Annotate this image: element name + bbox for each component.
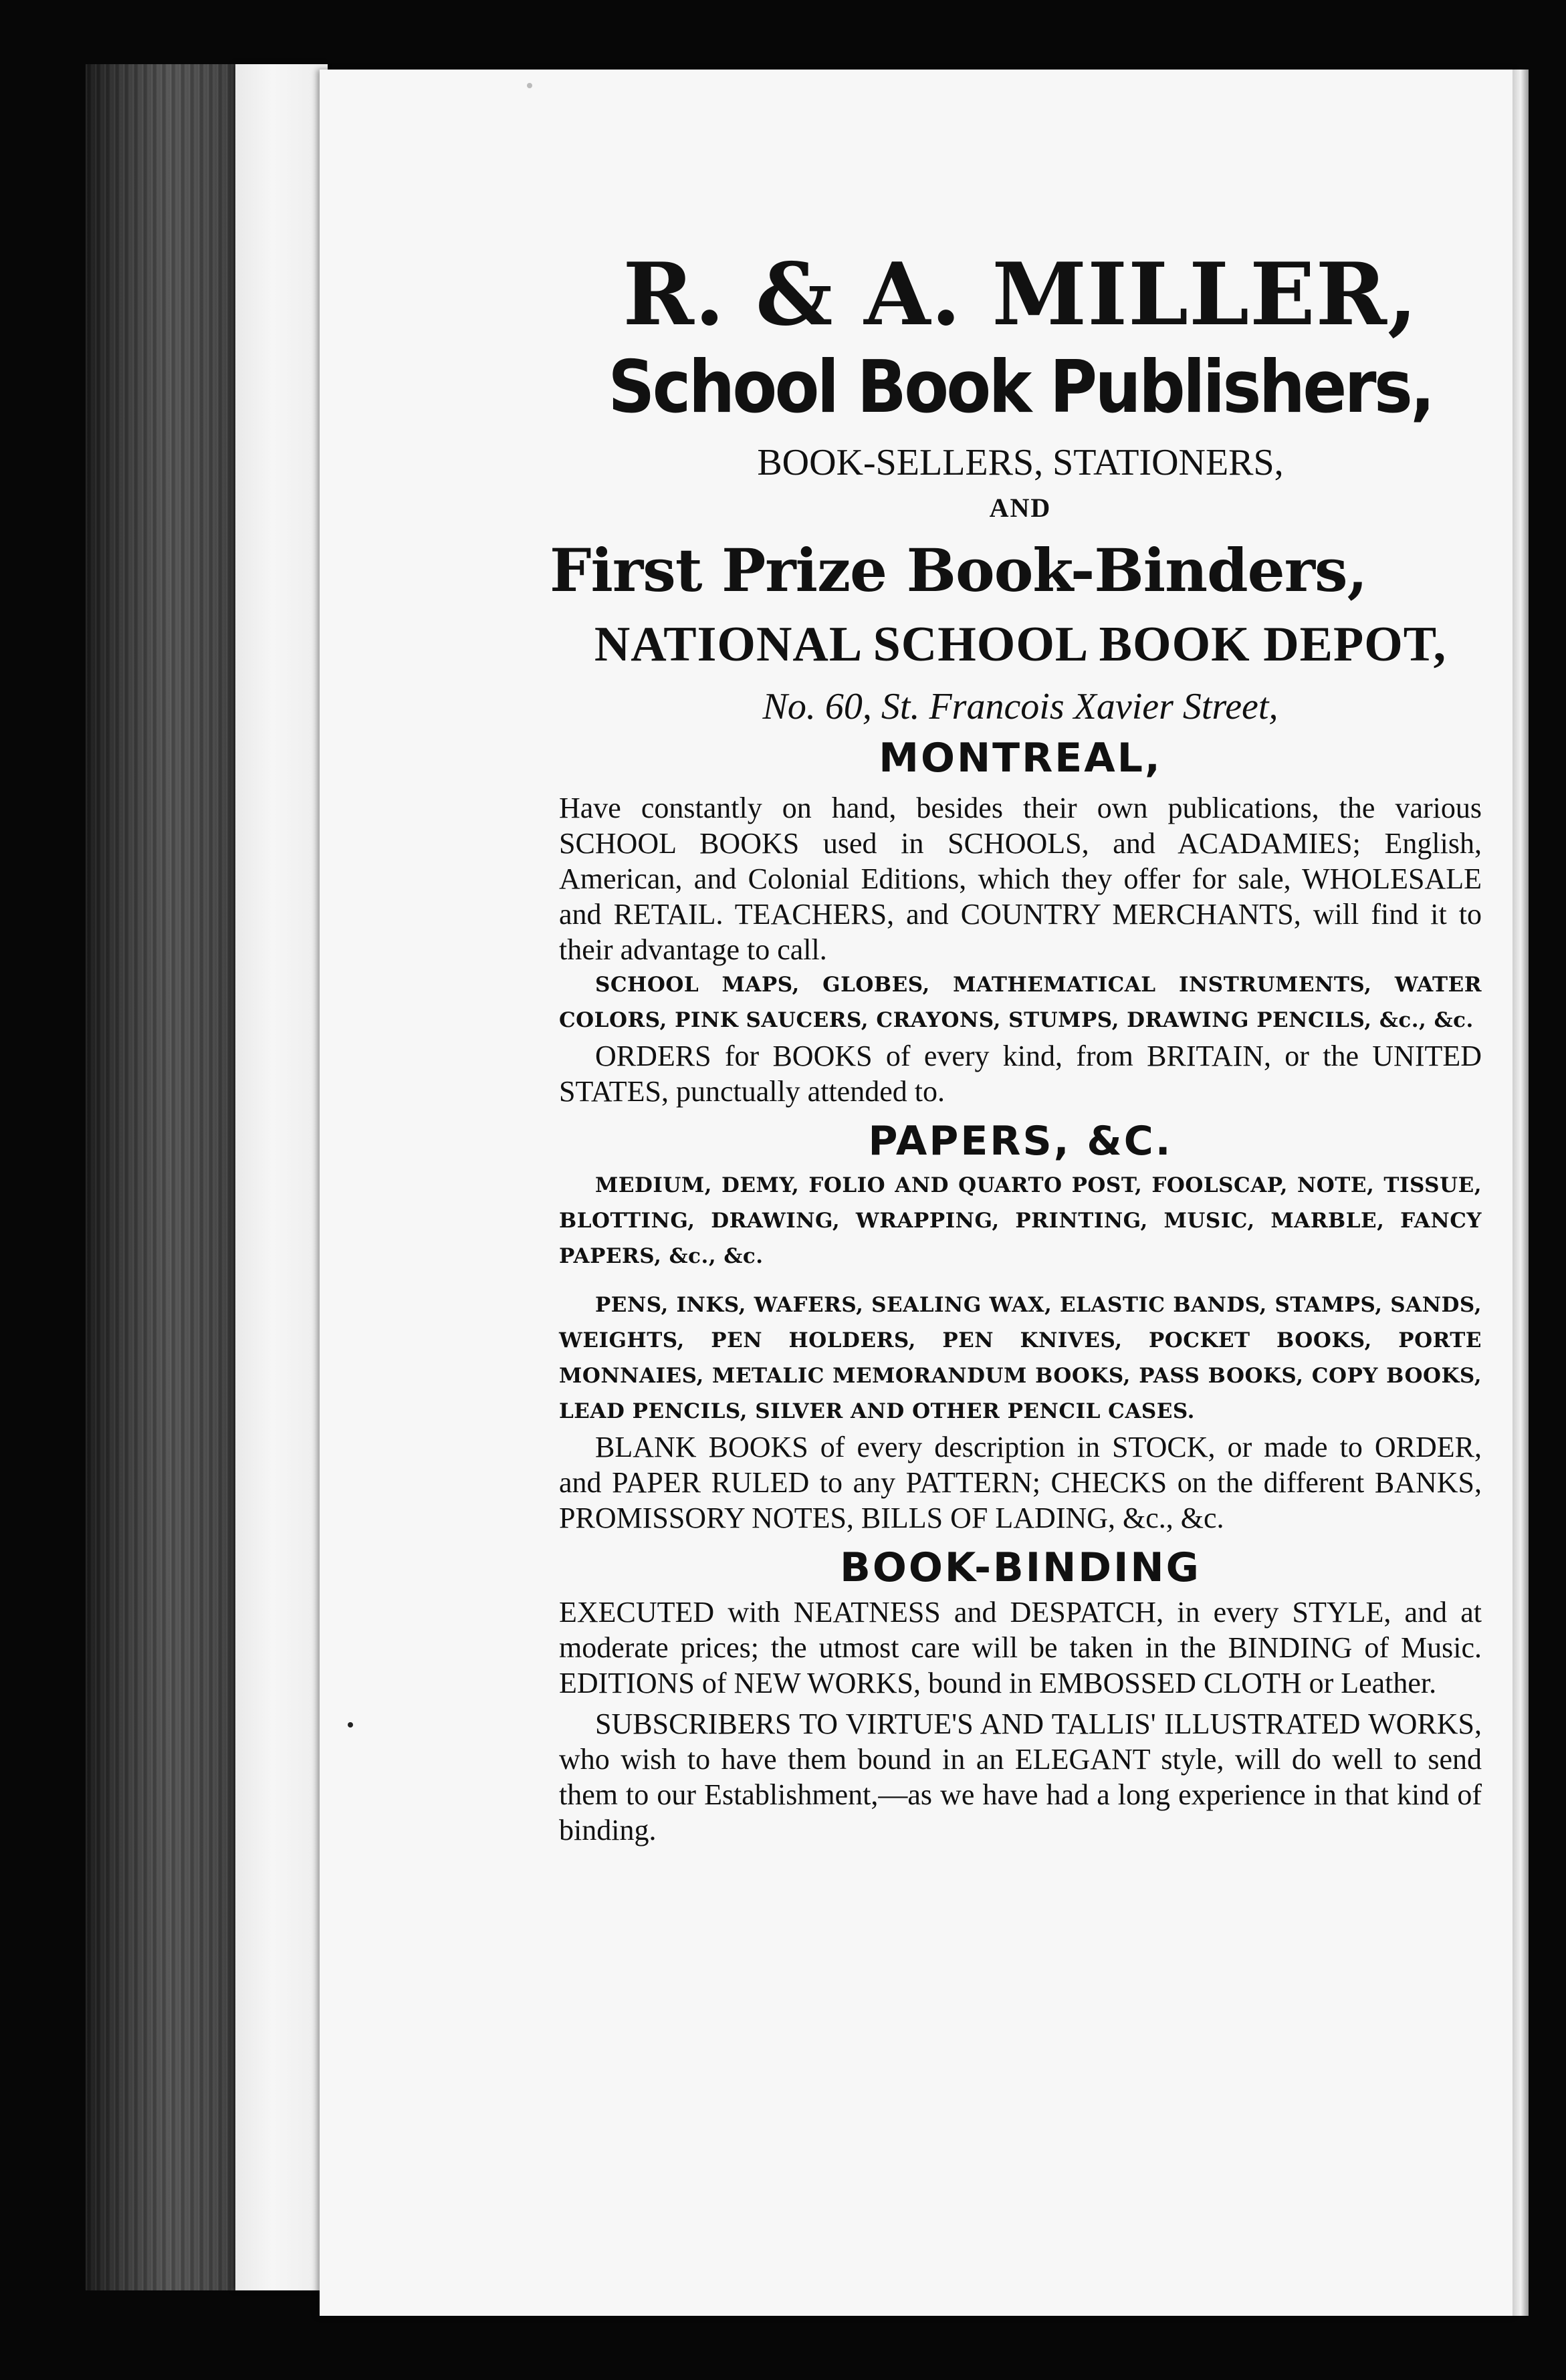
depot-line: NATIONAL SCHOOL BOOK DEPOT,: [594, 617, 1447, 672]
subscribers-paragraph: SUBSCRIBERS TO VIRTUE'S AND TALLIS' ILLUSTRATED WORKS, who wish to have them bound in an ELEGANT style, will do well to send them to our Establishment,—as we have had a long experience in that kind of binding.: [559, 1707, 1482, 1847]
papers-paragraph: MEDIUM, DEMY, FOLIO AND QUARTO POST, FOOLSCAP, NOTE, TISSUE, BLOTTING, DRAWING, WRAPPING, PRINTING, MUSIC, MARBLE, FANCY PAPERS, &c., &c.: [559, 1173, 1482, 1268]
maps-paragraph: SCHOOL MAPS, GLOBES, MATHEMATICAL INSTRUMENTS, WATER COLORS, PINK SAUCERS, CRAYONS, STUMPS, DRAWING PENCILS, &c., &c.: [559, 973, 1482, 1032]
trades: BOOK-SELLERS, STATIONERS,: [757, 442, 1284, 483]
tagline: School Book Publishers,: [608, 346, 1433, 429]
blank-books-paragraph: BLANK BOOKS of every description in STOCK, or made to ORDER, and PAPER RULED to any PATTERN; CHECKS on the different BANKS, PROMISSORY NOTES, BILLS OF LADING, &c., &c.: [559, 1431, 1482, 1534]
conjunction: AND: [989, 493, 1052, 523]
intro-paragraph: Have constantly on hand, besides their own publications, the various SCHOOL BOOKS used in SCHOOLS, and ACADAMIES; English, American, and Colonial Editions, which they offer for sale, WHOLESALE and RETAIL. TEACHERS, and COUNTRY MERCHANTS, will find it to their advantage to call.: [559, 792, 1482, 966]
orders-paragraph: ORDERS for BOOKS of every kind, from BRITAIN, or the UNITED STATES, punctually attended to.: [559, 1040, 1482, 1108]
binding-paragraph: EXECUTED with NEATNESS and DESPATCH, in every STYLE, and at moderate prices; the utmost care will be taken in the BINDING of Music. EDITIONS of NEW WORKS, bound in EMBOSSED CLOTH or Leather.: [559, 1596, 1482, 1699]
firm-name: R. & A. MILLER,: [623, 245, 1418, 345]
binding-heading: BOOK-BINDING: [840, 1544, 1201, 1591]
advertisement: [550, 245, 1482, 1848]
endpaper-strip: [235, 64, 328, 2290]
city-heading: MONTREAL,: [879, 735, 1162, 782]
binders-line: First Prize Book-Binders,: [550, 536, 1367, 605]
speck: [527, 83, 532, 88]
address-line: No. 60, St. Francois Xavier Street,: [762, 686, 1278, 727]
speck: [348, 1722, 353, 1728]
papers-heading: PAPERS, &C.: [868, 1118, 1173, 1165]
page-edge: [1513, 70, 1529, 2316]
pens-paragraph: PENS, INKS, WAFERS, SEALING WAX, ELASTIC BANDS, STAMPS, SANDS, WEIGHTS, PEN HOLDERS, PEN KNIVES, POCKET BOOKS, PORTE MONNAIES, METALIC MEMORANDUM BOOKS, PASS BOOKS, COPY BOOKS, LEAD PENCILS, SILVER AND OTHER PENCIL CASES.: [559, 1293, 1482, 1423]
